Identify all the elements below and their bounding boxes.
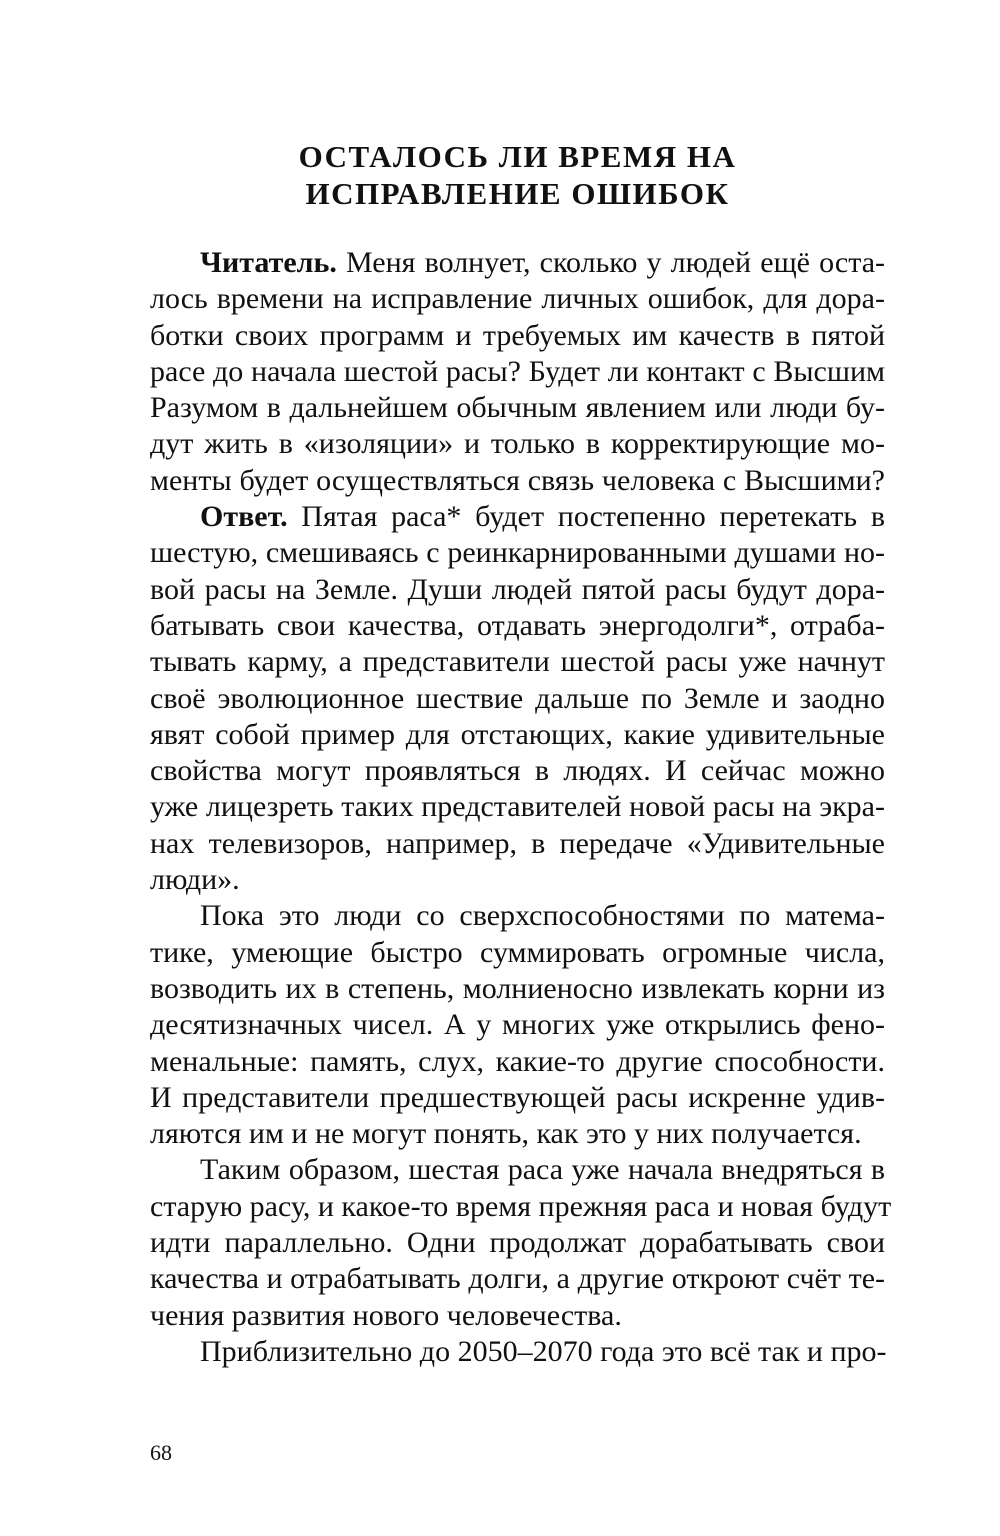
paragraph-line: качества и отрабатывать долги, а другие откроют счёт те- bbox=[150, 1262, 885, 1296]
paragraph-line: старую расу, и какое-то время прежняя раса и новая будут bbox=[150, 1189, 892, 1223]
paragraph-line: тывать карму, а представители шестой расы уже начнут bbox=[150, 645, 885, 679]
paragraph-line: уже лицезреть таких представителей новой расы на экра- bbox=[150, 790, 885, 824]
paragraph-line: Приблизительно до 2050–2070 года это всё так и про- bbox=[200, 1334, 887, 1368]
paragraph-line: своё эволюционное шествие дальше по Земле и заодно bbox=[150, 681, 885, 715]
paragraph-line: Разумом в дальнейшем обычным явлением или люди бу- bbox=[150, 391, 885, 425]
paragraph-line: ляются им и не могут понять, как это у них получается. bbox=[150, 1117, 862, 1151]
paragraph-line: Таким образом, шестая раса уже начала внедряться в bbox=[200, 1153, 885, 1187]
paragraph bbox=[150, 1152, 892, 1333]
paragraph-line: люди». bbox=[150, 863, 240, 897]
paragraph-line: И представители предшествующей расы искренне удив- bbox=[150, 1080, 885, 1114]
body-text bbox=[150, 245, 892, 1370]
paragraph-answer bbox=[150, 499, 885, 898]
paragraph-line: возводить их в степень, молниеносно извлекать корни из bbox=[150, 971, 885, 1005]
paragraph-line: нах телевизоров, например, в передаче «Удивительные bbox=[150, 826, 885, 860]
speaker-label: Читатель. bbox=[200, 246, 337, 279]
paragraph-line: батывать свои качества, отдавать энергодолги*, отраба- bbox=[150, 608, 885, 642]
paragraph-line: ботки своих программ и требуемых им качеств в пятой bbox=[150, 318, 885, 352]
paragraph-line: идти параллельно. Одни продолжат дорабатывать свои bbox=[150, 1226, 885, 1260]
paragraph-line: вой расы на Земле. Души людей пятой расы будут дора- bbox=[150, 572, 885, 606]
paragraph-line: Пока это люди со сверхспособностями по матема- bbox=[200, 899, 885, 933]
paragraph-line: Читатель. Меня волнует, сколько у людей ещё оста- bbox=[200, 246, 885, 279]
chapter-title-line-2: ИСПРАВЛЕНИЕ ОШИБОК bbox=[305, 176, 730, 211]
speaker-label: Ответ. bbox=[200, 500, 288, 534]
paragraph-line: менты будет осуществляться связь человека с Высшими? bbox=[150, 463, 885, 497]
paragraph-line: свойства могут проявляться в людях. И сейчас можно bbox=[150, 754, 885, 788]
paragraph-line: явят собой пример для отстающих, какие удивительные bbox=[150, 717, 885, 751]
paragraph-line: десятизначных чисел. А у многих уже открылись фено- bbox=[150, 1008, 885, 1042]
chapter-title-line-1: ОСТАЛОСЬ ЛИ ВРЕМЯ НА bbox=[298, 139, 737, 174]
paragraph-line: Ответ. Пятая раса* будет постепенно перетекать в bbox=[200, 500, 885, 534]
chapter-title bbox=[150, 138, 885, 212]
paragraph-line: лось времени на исправление личных ошибок, для дора- bbox=[150, 282, 885, 316]
page-number: 68 bbox=[150, 1440, 172, 1465]
paragraph-line: тике, умеющие быстро суммировать огромные числа, bbox=[150, 935, 885, 969]
paragraph-line: чения развития нового человечества. bbox=[150, 1298, 622, 1332]
paragraph bbox=[150, 1334, 885, 1370]
paragraph-line: расе до начала шестой расы? Будет ли контакт с Высшим bbox=[150, 354, 885, 388]
paragraph-line: дут жить в «изоляции» и только в корректирующие мо- bbox=[150, 427, 885, 461]
paragraph-line: шестую, смешиваясь с реинкарнированными душами но- bbox=[150, 536, 885, 570]
paragraph-line: менальные: память, слух, какие-то другие способности. bbox=[150, 1044, 885, 1078]
paragraph-reader-question bbox=[150, 245, 885, 499]
paragraph bbox=[150, 898, 885, 1152]
